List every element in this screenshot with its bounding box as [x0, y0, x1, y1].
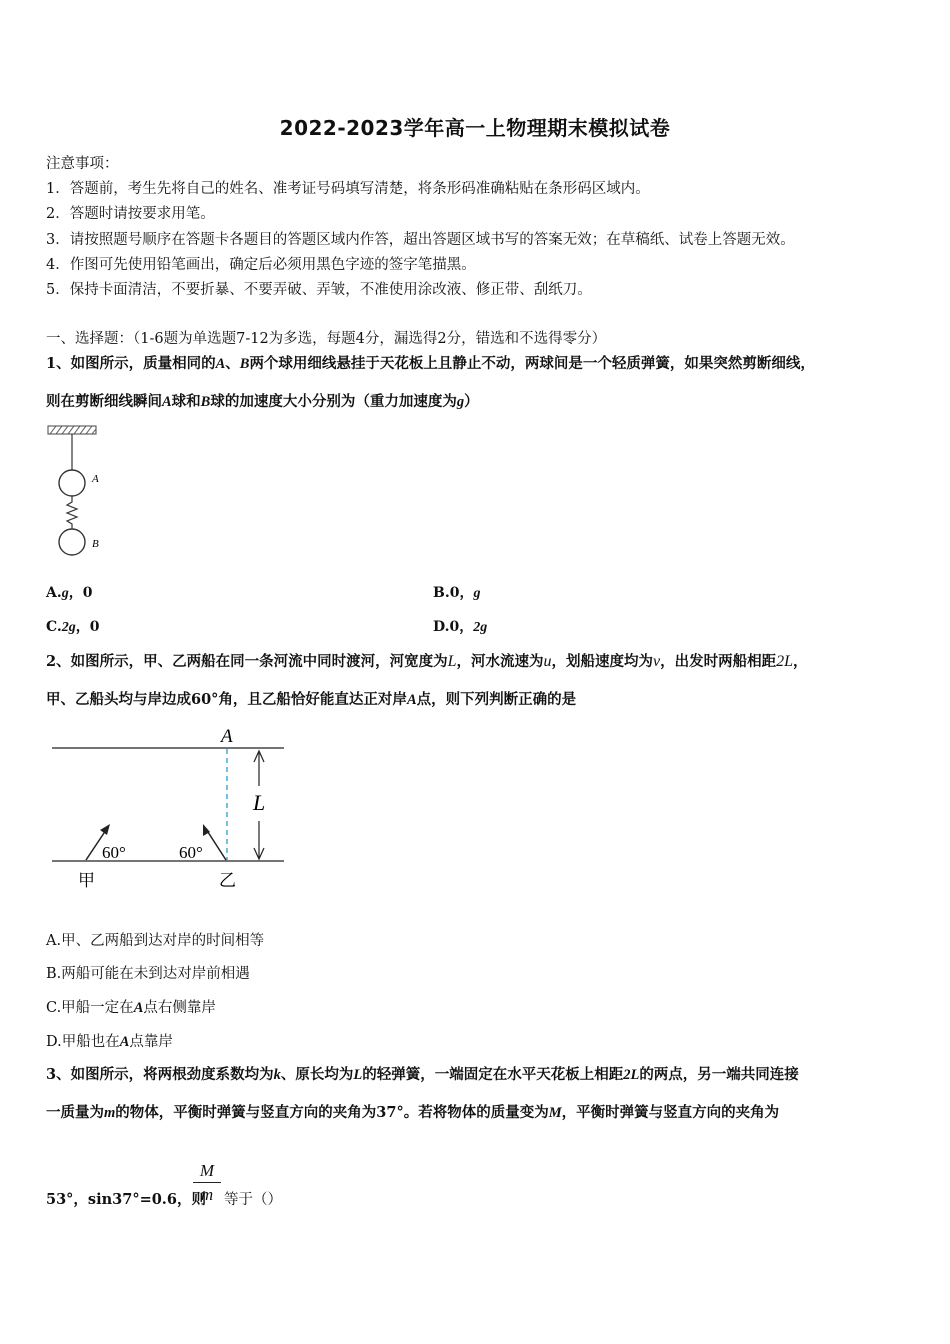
option-text: D.甲船也在	[46, 1034, 120, 1050]
page-title: 2022-2023学年高一上物理期末模拟试卷	[279, 116, 671, 140]
q2-text: 甲、乙船头均与岸边成	[46, 691, 191, 708]
q3-text: 一质量为	[46, 1104, 104, 1121]
notice-item-2: 2．答题时请按要求用笔。	[46, 206, 215, 222]
q3-var-l: L	[353, 1067, 363, 1083]
q3-line-3	[46, 1188, 206, 1209]
section-heading: 一、选择题：（1-6题为单选题7-12为多选，每题4分，漏选得2分，错选和不选得零分）	[46, 331, 607, 347]
q2-text: 点，则下列判断正确的是	[416, 691, 577, 708]
option-label: B.	[433, 585, 450, 601]
option-sep: ，	[459, 585, 474, 601]
option-var-a: A	[119, 1034, 130, 1050]
q3-var-big-m: M	[548, 1105, 562, 1121]
q1-line-2	[46, 390, 479, 411]
q3-text: 的两点，另一端共同连接	[639, 1066, 799, 1083]
option-text: 点右侧靠岸	[143, 1000, 216, 1016]
fraction-denominator: m	[200, 1185, 214, 1204]
q2-var-l: L	[447, 653, 457, 670]
notice-item-3: 3．请按照题号顺序在答题卡各题目的答题区域内作答，超出答题区域书写的答案无效；在草稿纸、试卷上答题无效。	[46, 232, 795, 248]
notice-item-4: 4．作图可先使用铅笔画出，确定后必须用黑色字迹的签字笔描黑。	[46, 257, 476, 273]
angle-label-1: 60°	[102, 843, 126, 862]
q3-var-2l: 2L	[623, 1067, 640, 1083]
q2-var-v: v	[653, 653, 661, 670]
q3-text: 3、如图所示，将两根劲度系数均为	[46, 1066, 274, 1083]
option-value: g	[61, 586, 69, 601]
option-value: 0	[89, 619, 100, 635]
option-label: A.	[46, 585, 62, 601]
notice-item-1: 1．答题前，考生先将自己的姓名、准考证号码填写清楚，将条形码准确粘贴在条形码区域内。	[46, 181, 650, 197]
ball-a	[59, 470, 85, 496]
q1-text: ）	[464, 393, 479, 410]
ball-b	[59, 529, 85, 555]
q2-option-b[interactable]: B.两船可能在未到达对岸前相遇	[46, 966, 250, 982]
option-value: g	[473, 586, 481, 601]
option-sep: ，	[68, 585, 83, 601]
q3-text: 。若将物体的质量变为	[403, 1104, 549, 1121]
q1-line-1	[46, 352, 815, 373]
q1-option-b[interactable]	[433, 582, 480, 602]
notice-heading: 注意事项：	[46, 156, 119, 172]
q2-option-d[interactable]	[46, 1030, 173, 1051]
q1-option-c[interactable]	[46, 616, 100, 636]
q2-text: ，河水流速为	[456, 653, 544, 670]
notice-item-5: 5．保持卡面清洁，不要折暴、不要弄破、弄皱，不准使用涂改液、修正带、刮纸刀。	[46, 282, 592, 298]
q1-text: 、	[225, 355, 240, 372]
q2-option-a[interactable]: A.甲、乙两船到达对岸的时间相等	[46, 933, 265, 949]
option-value: 2g	[61, 620, 76, 635]
q3-line-1	[46, 1063, 799, 1084]
q3-var-k: k	[273, 1067, 281, 1083]
option-value: 2g	[473, 620, 488, 635]
option-value: 0	[449, 619, 460, 635]
option-var-a: A	[133, 1000, 144, 1016]
option-sep: ，	[75, 619, 90, 635]
q2-var-2l: 2L	[776, 653, 794, 670]
q3-angle: 37°	[376, 1104, 404, 1121]
boat-label-yi: 乙	[219, 871, 236, 891]
q3-line-3-end: 等于（）	[224, 1192, 282, 1208]
q1-option-d[interactable]	[433, 616, 487, 636]
option-sep: ，	[459, 619, 474, 635]
q1-text: 则在剪断细线瞬间	[46, 393, 162, 410]
angle-label-2: 60°	[179, 843, 203, 862]
option-text: C.甲船一定在	[46, 1000, 134, 1016]
label-l: L	[253, 790, 266, 815]
q3-line-2	[46, 1101, 779, 1122]
q1-text: 球的加速度大小分别为（重力加速度为	[210, 393, 457, 410]
label-a: A	[92, 473, 99, 485]
q1-text: 1、如图所示，质量相同的	[46, 355, 216, 372]
q3-text: ，平衡时弹簧与竖直方向的夹角为	[561, 1104, 780, 1121]
boat-yi-heading	[206, 829, 226, 860]
q2-option-c[interactable]	[46, 996, 216, 1017]
option-value: 0	[82, 585, 93, 601]
q1-figure-spring-balls	[44, 420, 114, 565]
option-label: D.	[433, 619, 450, 635]
q2-line-2	[46, 688, 576, 709]
q2-text: 角，且乙船恰好能直达正对岸	[218, 691, 407, 708]
arrow-head-icon	[100, 824, 110, 835]
label-b: B	[92, 538, 99, 550]
q2-text: ，出发时两船相距	[660, 653, 777, 670]
q1-var-b: B	[200, 394, 211, 410]
q2-var-u: u	[543, 653, 552, 670]
q1-var-b: B	[239, 356, 250, 372]
option-text: 点靠岸	[129, 1034, 173, 1050]
q1-var-g: g	[456, 394, 465, 410]
q2-text: ，	[793, 653, 808, 670]
q2-angle: 60°	[191, 691, 219, 708]
boat-label-jia: 甲	[78, 871, 95, 891]
q1-text: 球和	[171, 393, 201, 410]
q2-text: 2、如图所示，甲、乙两船在同一条河流中同时渡河，河宽度为	[46, 653, 448, 670]
label-a: A	[221, 726, 233, 747]
q2-line-1	[46, 650, 808, 671]
option-value: 0	[449, 585, 460, 601]
fraction	[193, 1160, 221, 1207]
spring	[67, 496, 77, 530]
fraction-numerator: M	[199, 1161, 215, 1180]
q3-var-m: m	[104, 1105, 116, 1121]
q3-text: 的轻弹簧，一端固定在水平天花板上相距	[362, 1066, 624, 1083]
q1-text: 两个球用细线悬挂于天花板上且静止不动，两球间是一个轻质弹簧，如果突然剪断细线，	[249, 355, 815, 372]
q1-var-a: A	[215, 356, 226, 372]
q1-var-a: A	[162, 394, 172, 410]
q2-figure-river	[44, 718, 294, 893]
q2-var-a: A	[406, 692, 417, 708]
q3-text: 53°，sin37°=0.6，则	[46, 1191, 206, 1208]
q3-text: 的物体，平衡时弹簧与竖直方向的夹角为	[115, 1104, 377, 1121]
q1-option-a[interactable]	[46, 582, 93, 602]
q2-text: ，划船速度均为	[551, 653, 653, 670]
q3-text: 、原长均为	[280, 1066, 354, 1083]
option-label: C.	[46, 619, 62, 635]
